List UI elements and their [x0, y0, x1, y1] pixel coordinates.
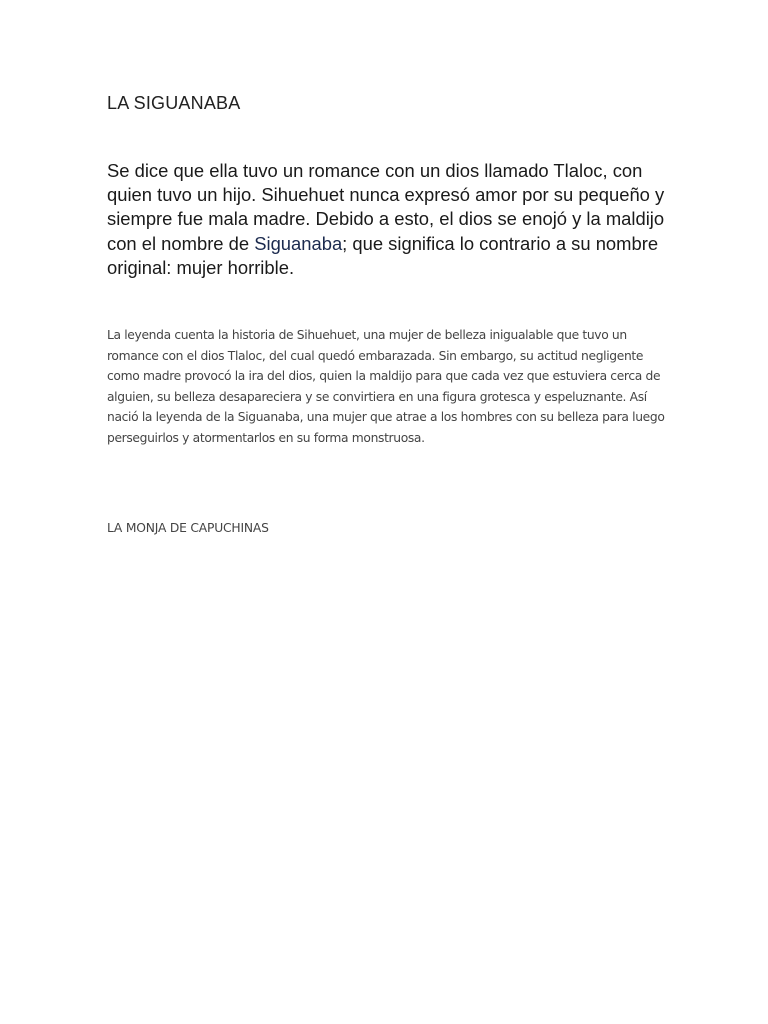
lead-text-end: ; que significa lo contrario a su nombre original: mujer horrible.	[107, 232, 659, 278]
siguanaba-link[interactable]: Siguanaba	[254, 232, 343, 254]
section-title: LA MONJA DE CAPUCHINAS	[107, 521, 269, 535]
lead-text-start: Se dice que ella tuvo un romance con un dios llamado Tlaloc, con quien tuvo un hijo. Sihuehuet nunca expresó amor por su pequeño y siempre fue mala madre. Debido a esto, el dios se enojó y la maldijo con el nombre de	[107, 160, 665, 254]
body-paragraph: La leyenda cuenta la historia de Sihuehuet, una mujer de belleza inigualable que tuvo un romance con el dios Tlaloc, del cual quedó embarazada. Sin embargo, su actitud negligente como madre provocó la ira del dios, quien la maldijo para que cada vez que estuviera cerca de alguien, su belleza desapareciera y se convirtiera en una figura grotesca y espeluznante. Así nació la leyenda de la Siguanaba, una mujer que atrae a los hombres con su belleza para luego perseguirlos y atormentarlos en su forma monstruosa.	[107, 328, 665, 445]
document-title: LA SIGUANABA	[107, 93, 241, 113]
lead-paragraph	[107, 159, 667, 280]
